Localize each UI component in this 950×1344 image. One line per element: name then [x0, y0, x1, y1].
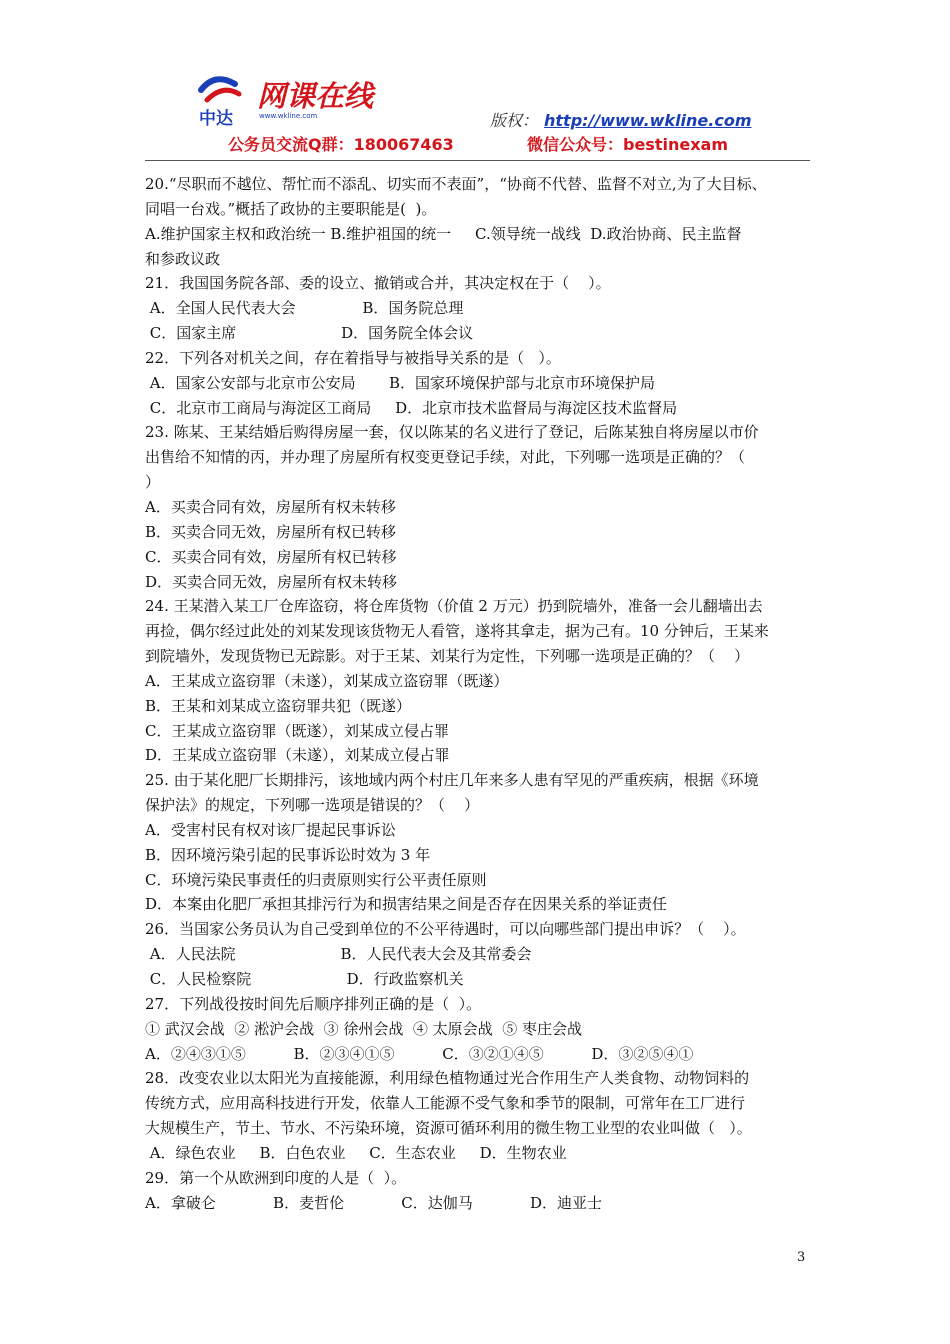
text-line: 再捡，偶尔经过此处的刘某发现该货物无人看管，遂将其拿走，据为己有。10 分钟后，王某来 — [145, 622, 769, 641]
text-line: 20.“尽职而不越位、帮忙而不添乱、切实而不表面”，“协商不代替、监督不对立,为了大目标、 — [145, 175, 767, 193]
text-line: 27．下列战役按时间先后顺序排列正确的是（ ）。 — [145, 994, 482, 1013]
text-line: 传统方式，应用高科技进行开发，依靠人工能源不受气象和季节的限制，可常年在工厂进行 — [145, 1094, 746, 1113]
copyright-notice — [490, 108, 752, 131]
text-line: C．国家主席 D．国务院全体会议 — [145, 324, 474, 343]
text-line: 同唱一台戏。”概括了政协的主要职能是( )。 — [145, 199, 437, 218]
text-line: 和参政议政 — [145, 249, 221, 268]
text-line: C．人民检察院 D．行政监察机关 — [145, 970, 464, 988]
text-line: A．拿破仑 B．麦哲伦 C．达伽马 D．迪亚士 — [145, 1193, 603, 1212]
text-line: C．北京市工商局与海淀区工商局 D．北京市技术监督局与海淀区技术监督局 — [145, 398, 678, 417]
qq-group-text: 公务员交流Q群：180067463 — [228, 135, 454, 154]
text-line: A．②④③①⑤ B．②③④①⑤ C．③②①④⑤ D．③②⑤④① — [145, 1044, 694, 1063]
text-line: 21．我国国务院各部、委的设立、撤销或合并，其决定权在于（ ）。 — [145, 274, 611, 293]
text-line: A．全国人民代表大会 B．国务院总理 — [145, 299, 464, 318]
header-divider — [145, 160, 810, 161]
text-line: 出售给不知情的丙，并办理了房屋所有权变更登记手续，对此，下列哪一选项是正确的？（ — [145, 448, 746, 467]
text-line: C．买卖合同有效，房屋所有权已转移 — [145, 547, 397, 566]
text-line: B．王某和刘某成立盗窃罪共犯（既遂） — [145, 696, 412, 715]
text-line: B．买卖合同无效，房屋所有权已转移 — [145, 522, 397, 541]
text-line: 23. 陈某、王某结婚后购得房屋一套，仅以陈某的名义进行了登记，后陈某独自将房屋以市价 — [145, 423, 759, 442]
text-line: C．王某成立盗窃罪（既遂），刘某成立侵占罪 — [145, 721, 449, 740]
text-line: A.维护国家主权和政治统一 B.维护祖国的统一 C.领导统一战线 D.政治协商、民主监督 — [145, 224, 742, 243]
text-line: D．本案由化肥厂承担其排污行为和损害结果之间是否存在因果关系的举证责任 — [145, 895, 668, 914]
text-line: A．绿色农业 B．白色农业 C．生态农业 D．生物农业 — [145, 1143, 567, 1162]
text-line: ① 武汉会战 ② 淞沪会战 ③ 徐州会战 ④ 太原会战 ⑤ 枣庄会战 — [145, 1019, 582, 1038]
text-line: 25. 由于某化肥厂长期排污，该地域内两个村庄几年来多人患有罕见的严重疾病，根据《环境 — [145, 771, 759, 790]
page-header — [145, 70, 810, 162]
brand-logo — [195, 70, 420, 130]
text-line: A．受害村民有权对该厂提起民事诉讼 — [145, 820, 396, 839]
text-line: 22．下列各对机关之间，存在着指导与被指导关系的是（ ）。 — [145, 348, 561, 367]
text-line: 24. 王某潜入某工厂仓库盗窃，将仓库货物（价值 2 万元）扔到院墙外，准备一会儿翻墙出去 — [145, 597, 763, 616]
text-line: 29．第一个从欧洲到印度的人是（ ）。 — [145, 1168, 407, 1187]
copyright-label: 版权： — [490, 111, 539, 130]
text-line: D．王某成立盗窃罪（未遂），刘某成立侵占罪 — [145, 746, 450, 765]
page-number: 3 — [797, 1250, 806, 1265]
svg-text:网课在线: 网课在线 — [257, 79, 374, 113]
copyright-url-link[interactable]: http://www.wkline.com — [544, 111, 752, 130]
text-line: A．国家公安部与北京市公安局 B．国家环境保护部与北京市环境保护局 — [145, 373, 656, 392]
text-line: 到院墙外，发现货物已无踪影。对于王某、刘某行为定性，下列哪一选项是正确的？（ ） — [145, 647, 750, 666]
document-body — [145, 172, 815, 1215]
wechat-text: 微信公众号：bestinexam — [527, 135, 728, 154]
text-line: D．买卖合同无效，房屋所有权未转移 — [145, 572, 398, 591]
text-line: A．王某成立盗窃罪（未遂），刘某成立盗窃罪（既遂） — [145, 671, 509, 690]
text-line: 大规模生产，节土、节水、不污染环境，资源可循环利用的微生物工业型的农业叫做（ ）。 — [145, 1119, 752, 1138]
text-line: C．环境污染民事责任的归责原则实行公平责任原则 — [145, 870, 487, 889]
svg-text:www.wkline.com: www.wkline.com — [259, 112, 318, 120]
text-line: ） — [145, 473, 161, 492]
text-line: A．买卖合同有效，房屋所有权未转移 — [145, 497, 396, 516]
svg-text:中达: 中达 — [199, 109, 233, 129]
text-line: 26．当国家公务员认为自己受到单位的不公平待遇时，可以向哪些部门提出申诉？（ ）。 — [145, 920, 746, 939]
text-line: B．因环境污染引起的民事诉讼时效为 3 年 — [145, 845, 431, 864]
text-line: 28．改变农业以太阳光为直接能源，利用绿色植物通过光合作用生产人类食物、动物饲料的 — [145, 1069, 750, 1088]
text-line: 保护法》的规定，下列哪一选项是错误的？（ ） — [145, 796, 480, 815]
text-line: A．人民法院 B．人民代表大会及其常委会 — [145, 945, 532, 964]
